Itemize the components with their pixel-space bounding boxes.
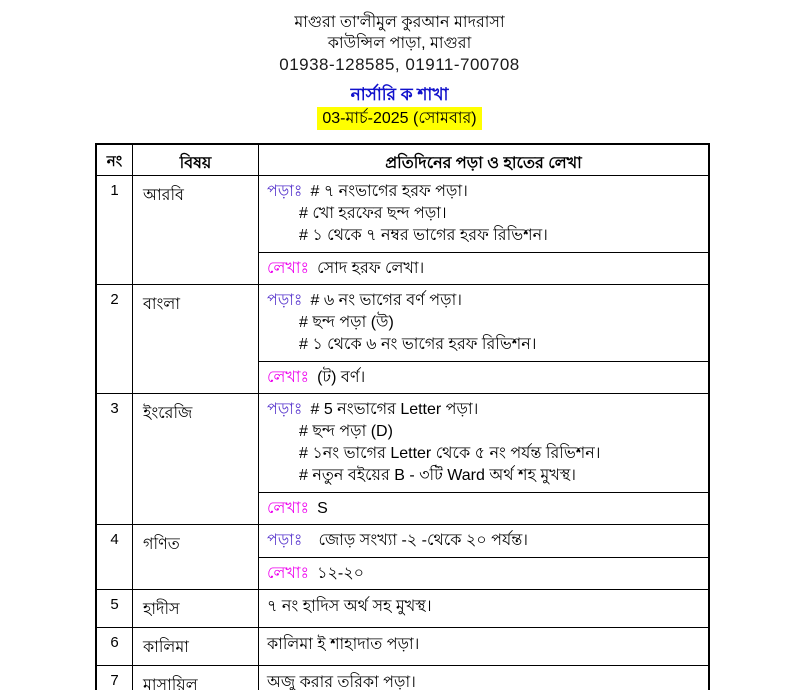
section-title: নার্সারি ক শাখা xyxy=(350,85,449,104)
pora-text: জোড় সংখ্যা -২ -থেকে ২০ পর্যন্ত। xyxy=(318,532,528,549)
address-line: কাউন্সিল পাড়া, মাগুরা xyxy=(327,35,472,52)
subject-cell: ইংরেজি xyxy=(133,394,259,524)
col-header-no: নং xyxy=(97,145,133,175)
date-highlight: 03-মার্চ-2025 (সোমবার) xyxy=(317,107,481,130)
lekha-label: লেখাঃ xyxy=(267,369,310,386)
row-number-cell: 7 xyxy=(97,666,133,690)
pora-line: # ১নং ভাগের Letter থেকে ৫ নং পর্যন্ত রিভিশন। xyxy=(299,445,601,462)
lesson-cell xyxy=(259,394,708,524)
row-number-cell: 6 xyxy=(97,628,133,665)
lesson-cell xyxy=(259,285,708,393)
subject-cell: গণিত xyxy=(133,525,259,589)
table-row xyxy=(97,524,708,589)
pora-text: # ৭ নংভাগের হরফ পড়া। xyxy=(310,183,468,200)
pora-line xyxy=(267,290,704,312)
pora-line: # ছন্দ পড়া (উ) xyxy=(299,314,394,331)
pora-line: # ১ থেকে ৭ নম্বর ভাগের হরফ রিভিশন। xyxy=(299,227,548,244)
table-row xyxy=(97,284,708,393)
subject-cell: বাংলা xyxy=(133,285,259,393)
pora-text: # ৬ নং ভাগের বর্ণ পড়া। xyxy=(310,292,462,309)
pora-text: # 5 নংভাগের Letter পড়া। xyxy=(310,401,479,418)
pora-line: # ছন্দ পড়া (D) xyxy=(299,423,393,440)
subject-cell: মাসায়িল xyxy=(133,666,259,690)
lesson-cell xyxy=(259,628,708,665)
row-number-cell: 5 xyxy=(97,590,133,627)
table-header-row xyxy=(97,145,708,175)
table-row xyxy=(97,393,708,524)
lekha-text: ১২-২০ xyxy=(317,565,365,582)
pora-line xyxy=(267,399,704,421)
table-row xyxy=(97,665,708,690)
table-row xyxy=(97,175,708,284)
pora-line: # নতুন বইয়ের B - ৩টি Ward অর্থ শহ মুখস্থ। xyxy=(299,467,577,484)
pora-block xyxy=(259,525,708,557)
pora-line xyxy=(267,181,704,203)
lekha-block xyxy=(259,252,708,284)
lesson-text: ৭ নং হাদিস অর্থ সহ মুখস্থ। xyxy=(267,598,432,615)
pora-line: # ১ থেকে ৬ নং ভাগের হরফ রিভিশন। xyxy=(299,336,537,353)
pora-line xyxy=(267,530,704,552)
pora-block xyxy=(259,394,708,492)
col-header-lesson: প্রতিদিনের পড়া ও হাতের লেখা xyxy=(385,155,582,172)
date-line xyxy=(0,107,799,130)
lekha-text: S xyxy=(317,500,328,517)
lesson-cell xyxy=(259,525,708,589)
subject-cell: আরবি xyxy=(133,176,259,284)
phone-numbers: 01938-128585, 01911-700708 xyxy=(279,55,520,74)
subject-cell: কালিমা xyxy=(133,628,259,665)
row-number-cell: 3 xyxy=(97,394,133,524)
lesson-text: অজু করার তরিকা পড়া। xyxy=(267,674,416,690)
row-number-cell: 4 xyxy=(97,525,133,589)
lekha-label: লেখাঃ xyxy=(267,500,310,517)
pora-block xyxy=(259,285,708,361)
pora-label: পড়াঃ xyxy=(267,292,303,309)
lekha-text: (ট) বর্ণ। xyxy=(317,369,366,386)
lekha-block xyxy=(259,492,708,524)
col-header-subject: বিষয় xyxy=(133,145,259,175)
document-header xyxy=(0,0,799,130)
pora-block xyxy=(259,176,708,252)
subject-cell: হাদীস xyxy=(133,590,259,627)
lesson-cell xyxy=(259,590,708,627)
table-row xyxy=(97,627,708,665)
row-number-cell: 2 xyxy=(97,285,133,393)
lekha-label: লেখাঃ xyxy=(267,565,310,582)
pora-label: পড়াঃ xyxy=(267,183,303,200)
lesson-cell xyxy=(259,666,708,690)
lekha-label: লেখাঃ xyxy=(267,260,310,277)
lekha-block xyxy=(259,361,708,393)
lesson-cell xyxy=(259,176,708,284)
lekha-text: সোদ হরফ লেখা। xyxy=(317,260,425,277)
lekha-block xyxy=(259,557,708,589)
lesson-table xyxy=(95,143,710,690)
row-number-cell: 1 xyxy=(97,176,133,284)
lesson-text: কালিমা ই শাহাদাত পড়া। xyxy=(267,636,420,653)
school-name: মাগুরা তা'লীমুল কুরআন মাদরাসা xyxy=(294,14,505,31)
pora-line: # খো হরফের ছন্দ পড়া। xyxy=(299,205,447,222)
pora-label: পড়াঃ xyxy=(267,532,303,549)
table-row xyxy=(97,589,708,627)
pora-label: পড়াঃ xyxy=(267,401,303,418)
